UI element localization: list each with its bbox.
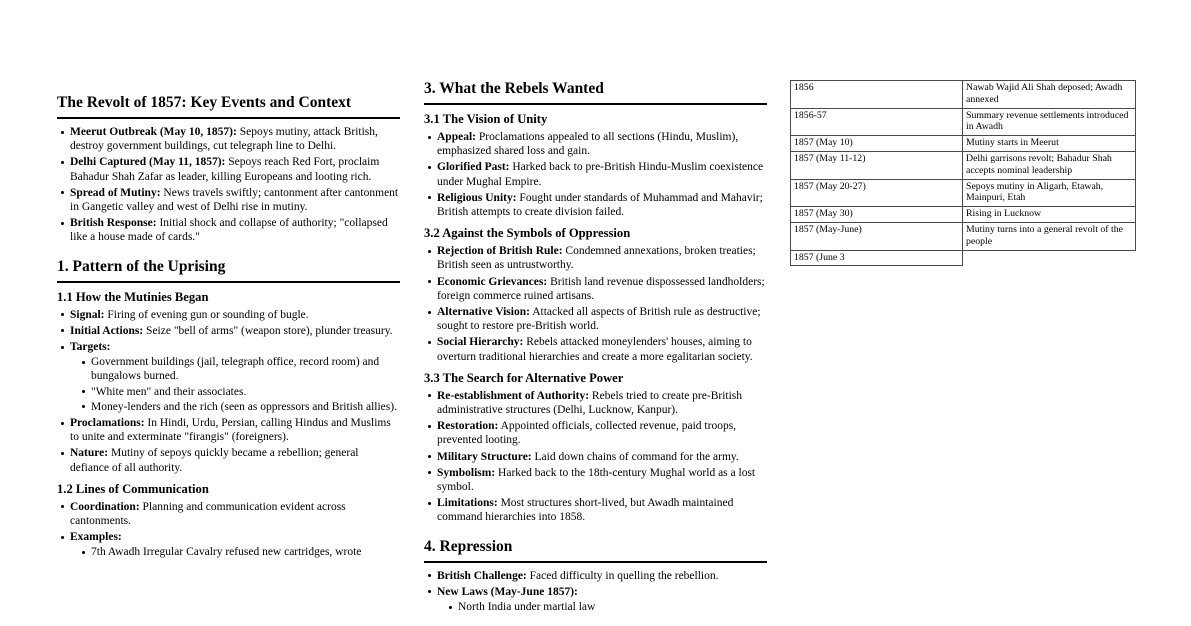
list-item [57, 416, 400, 444]
timeline-event-cell: Summary revenue settlements introduced in Awadh [963, 108, 1136, 136]
item-label: Coordination: [70, 500, 140, 513]
item-label: Re-establishment of Authority: [437, 389, 590, 402]
list-item [424, 275, 767, 303]
sub-list-item: "White men" and their associates. [78, 385, 400, 399]
subsection-heading-vision-of-unity: 3.1 The Vision of Unity [424, 112, 548, 126]
timeline-table [790, 80, 1136, 266]
list-item [57, 324, 400, 338]
examples-sublist [78, 545, 400, 559]
item-label: Rejection of British Rule: [437, 245, 563, 258]
item-text: British land revenue dispossessed landholders; foreign commerce ruined artisans. [437, 275, 765, 302]
item-text: Attacked all aspects of British rule as destructive; sought to restore pre-British world. [437, 306, 761, 333]
item-text: Harked back to the 18th-century Mughal world as a lost symbol. [437, 466, 756, 494]
list-item [57, 186, 400, 214]
alternative-power-list [424, 389, 767, 525]
item-label: British Response: [70, 217, 157, 230]
item-label: New Laws (May-June 1857): [437, 585, 578, 598]
timeline-date-cell: 1856-57 [791, 108, 963, 136]
timeline-event-cell: Mutiny starts in Meerut [963, 136, 1136, 152]
item-label: Initial Actions: [70, 324, 144, 337]
vision-of-unity-list [424, 130, 767, 219]
item-text: Fought under standards of Muhammad and Mahavir; British attempts to create division failed. [437, 191, 763, 219]
timeline-event-cell: Mutiny turns into a general revolt of the people [963, 222, 1136, 250]
item-text: Rebels attacked moneylenders' houses, aiming to overturn traditional hierarchies and create a more egalitarian society. [437, 336, 753, 363]
timeline-event-cell: Sepoys mutiny in Aligarh, Etawah, Mainpuri, Etah [963, 179, 1136, 207]
item-text: Initial shock and collapse of authority; "collapsed like a house made of cards." [70, 217, 388, 244]
item-label: British Challenge: [437, 569, 527, 582]
timeline-row [791, 136, 1136, 152]
section-heading-what-rebels-wanted: 3. What the Rebels Wanted [424, 80, 767, 105]
item-label: Targets: [70, 341, 111, 354]
timeline-row [791, 250, 1136, 266]
item-label: Nature: [70, 447, 109, 460]
item-label: Meerut Outbreak (May 10, 1857): [70, 126, 237, 138]
timeline-date-cell: 1857 (May 20-27) [791, 179, 963, 207]
list-item [424, 585, 767, 614]
item-label: Appeal: [437, 131, 476, 143]
timeline-event-cell-empty [963, 250, 1136, 266]
list-item [424, 191, 767, 219]
key-events-list [57, 125, 400, 245]
new-laws-sublist [445, 600, 767, 614]
item-text: Mutiny of sepoys quickly became a rebellion; general defiance of all authority. [70, 447, 359, 474]
item-label: Alternative Vision: [437, 306, 530, 319]
item-text: In Hindi, Urdu, Persian, calling Hindus and Muslims to unite and exterminate "firangis" (foreigners). [70, 417, 391, 444]
list-item [57, 308, 400, 322]
item-text: Sepoys mutiny, attack British, destroy government buildings, cut telegraph line to Delhi. [70, 126, 378, 153]
item-label: Limitations: [437, 497, 498, 510]
item-label: Religious Unity: [437, 191, 517, 204]
list-item [424, 496, 767, 524]
sub-list-item: North India under martial law [445, 600, 767, 614]
list-item [57, 446, 400, 474]
item-label: Social Hierarchy: [437, 336, 524, 349]
communication-list [57, 500, 400, 560]
timeline-event-cell: Nawab Wajid Ali Shah deposed; Awadh annexed [963, 81, 1136, 109]
item-label: Spread of Mutiny: [70, 186, 161, 199]
list-item [424, 450, 767, 464]
item-label: Delhi Captured (May 11, 1857): [70, 156, 226, 169]
item-text: Most structures short-lived, but Awadh maintained command hierarchies into 1858. [437, 497, 734, 524]
list-item [424, 389, 767, 417]
list-item [424, 305, 767, 333]
list-item [424, 335, 767, 363]
item-label: Signal: [70, 308, 105, 321]
list-item [424, 130, 767, 158]
list-item [424, 466, 767, 494]
timeline-row [791, 222, 1136, 250]
sub-list-item: Government buildings (jail, telegraph office, record room) and bungalows burned. [78, 355, 400, 383]
mutinies-began-list [57, 308, 400, 475]
timeline-date-cell: 1857 (May 10) [791, 136, 963, 152]
section-heading-repression: 4. Repression [424, 538, 767, 563]
item-text: Laid down chains of command for the army. [534, 450, 739, 463]
timeline-row [791, 81, 1136, 109]
list-item [424, 160, 767, 188]
middle-column [424, 80, 767, 616]
left-column [57, 94, 400, 562]
timeline-row [791, 151, 1136, 179]
item-text: Planning and communication evident across cantonments. [70, 500, 346, 528]
item-label: Military Structure: [437, 450, 532, 463]
subsection-heading-against-symbols-of-oppression: 3.2 Against the Symbols of Oppression [424, 226, 631, 241]
list-item [424, 569, 767, 583]
timeline-row [791, 207, 1136, 223]
item-text: Proclamations appealed to all sections (Hindu, Muslim), emphasized shared loss and gain. [437, 131, 739, 158]
item-label: Glorified Past: [437, 161, 510, 174]
section-heading-pattern-of-uprising: 1. Pattern of the Uprising [57, 258, 400, 283]
item-text: Sepoys reach Red Fort, proclaim Bahadur Shah Zafar as leader, killing Europeans and looting rich. [70, 156, 380, 183]
against-oppression-list [424, 244, 767, 364]
item-text: Seize "bell of arms" (weapon store), plunder treasury. [146, 324, 393, 337]
right-column [790, 80, 1135, 266]
item-label: Proclamations: [70, 417, 145, 430]
item-text: News travels swiftly; cantonment after cantonment in Gangetic valley and west of Delhi rise in mutiny. [70, 186, 399, 214]
document-title: The Revolt of 1857: Key Events and Context [57, 94, 400, 119]
timeline-date-cell: 1856 [791, 81, 963, 109]
list-item [424, 244, 767, 272]
list-item [57, 125, 400, 153]
sub-list-item: Money-lenders and the rich (seen as oppressors and British allies). [78, 400, 400, 414]
timeline-date-cell: 1857 (May 30) [791, 207, 963, 223]
item-text: Appointed officials, collected revenue, paid troops, prevented looting. [437, 420, 737, 447]
targets-sublist [78, 355, 400, 414]
subsection-heading-how-mutinies-began: 1.1 How the Mutinies Began [57, 289, 209, 304]
list-item [57, 155, 400, 183]
item-label: Symbolism: [437, 466, 496, 479]
subsection-heading-search-alternative-power: 3.3 The Search for Alternative Power [424, 370, 624, 385]
item-label: Economic Grievances: [437, 275, 548, 288]
timeline-date-cell: 1857 (June 3 [791, 250, 963, 266]
item-text: Rebels tried to create pre-British administrative structures (Delhi, Lucknow, Kanpur). [437, 389, 743, 417]
item-text: Harked back to pre-British Hindu-Muslim coexistence under Mughal Empire. [437, 161, 764, 188]
timeline-date-cell: 1857 (May-June) [791, 222, 963, 250]
list-item [57, 530, 400, 559]
timeline-row [791, 179, 1136, 207]
item-text: Firing of evening gun or sounding of bugle. [107, 308, 309, 321]
repression-list [424, 569, 767, 615]
item-text: Faced difficulty in quelling the rebellion. [529, 569, 719, 582]
timeline-event-cell: Delhi garrisons revolt; Bahadur Shah accepts nominal leadership [963, 151, 1136, 179]
timeline-date-cell: 1857 (May 11-12) [791, 151, 963, 179]
item-label: Examples: [70, 531, 122, 544]
list-item [424, 419, 767, 447]
sub-list-item: 7th Awadh Irregular Cavalry refused new cartridges, wrote [78, 545, 400, 559]
timeline-row [791, 108, 1136, 136]
list-item [57, 500, 400, 528]
timeline-event-cell: Rising in Lucknow [963, 207, 1136, 223]
item-label: Restoration: [437, 420, 499, 433]
subsection-heading-lines-of-communication: 1.2 Lines of Communication [57, 481, 209, 496]
item-text: Condemned annexations, broken treaties; British seen as untrustworthy. [437, 245, 756, 272]
list-item [57, 340, 400, 414]
list-item [57, 216, 400, 244]
